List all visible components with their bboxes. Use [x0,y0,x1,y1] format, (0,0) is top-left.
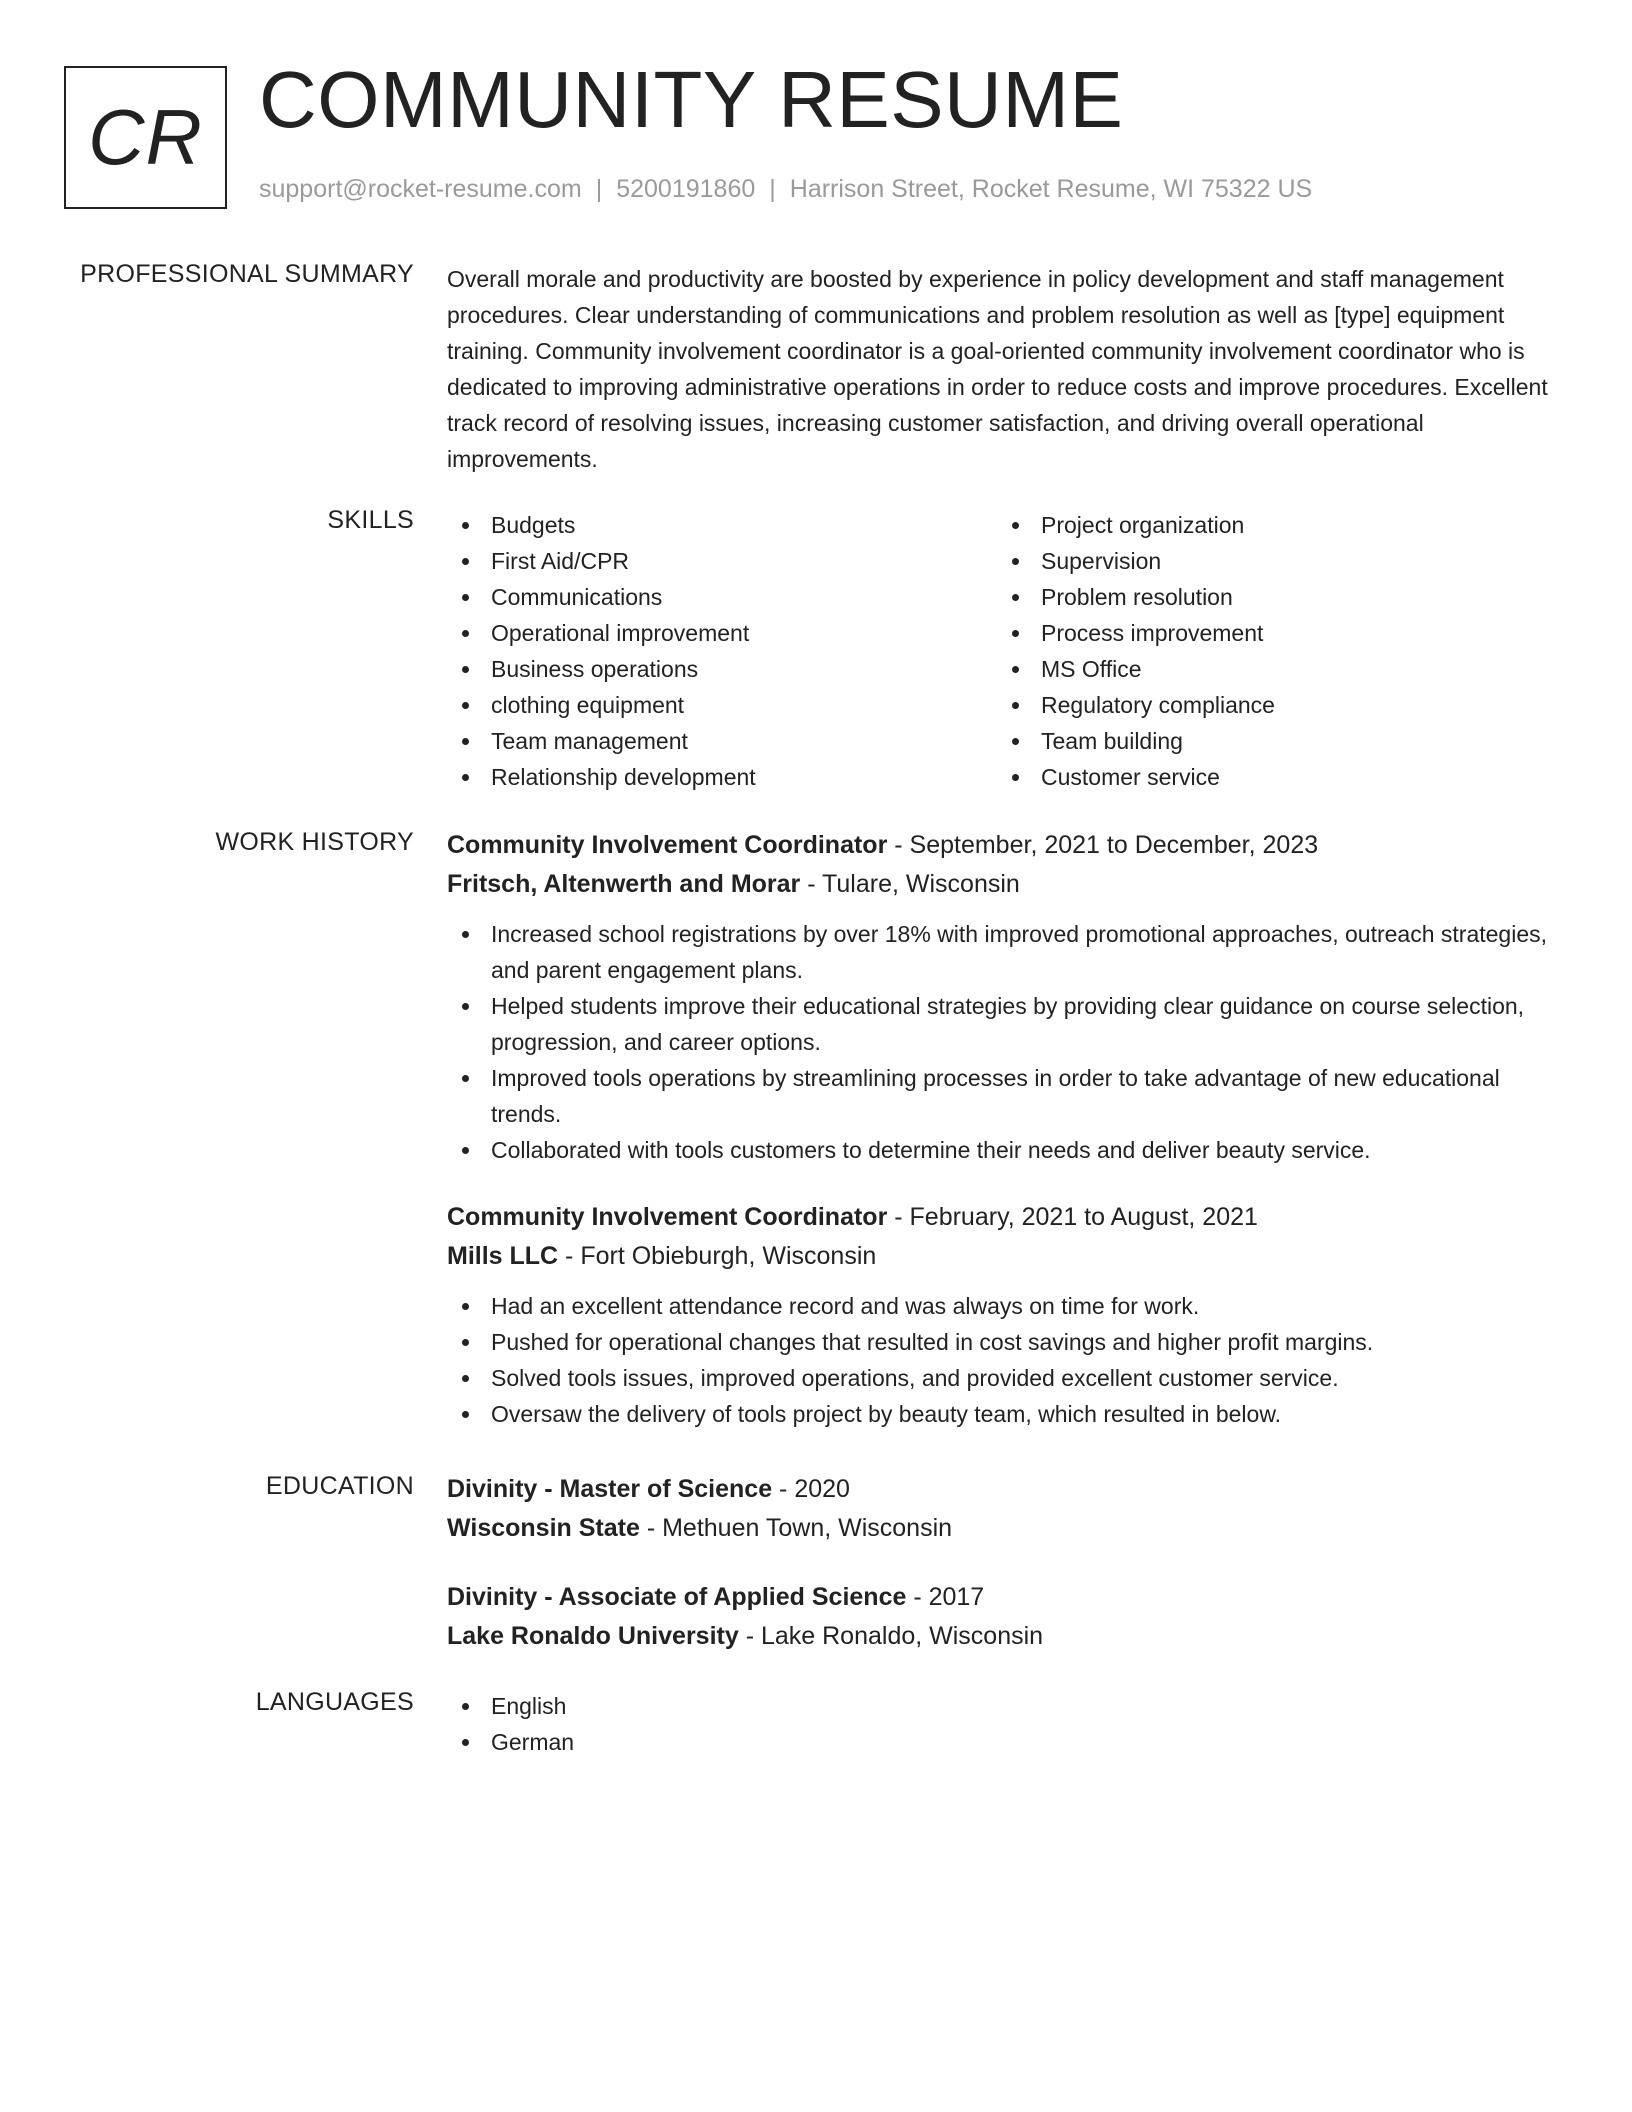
school-line [447,1509,1567,1548]
skill-item: Team building [997,723,1547,759]
job-bullet: Solved tools issues, improved operations, and provided excellent customer service. [447,1360,1567,1396]
summary-text: Overall morale and productivity are boosted by experience in policy development and staff management procedures. Clear understanding of communications and problem resolution as well as [type] equipment training. Community involvement coordinator is a goal-oriented community involvement coordinator who is dedicated to improving administrative operations in order to reduce costs and improve procedures. Excellent track record of resolving issues, increasing customer satisfaction, and driving overall operational improvements. [447,266,1548,472]
job-entry [447,826,1567,1168]
contact-separator: | [595,175,603,203]
skill-item: Supervision [997,543,1547,579]
contact-address: Harrison Street, Rocket Resume, WI 75322 US [789,175,1313,203]
skill-item: Budgets [447,507,997,543]
degree-year: - 2017 [906,1583,985,1611]
skill-item: Operational improvement [447,615,997,651]
job-location: - Fort Obieburgh, Wisconsin [558,1242,877,1270]
skill-item: clothing equipment [447,687,997,723]
job-entry [447,1198,1567,1432]
language-item: English [447,1688,1567,1724]
school-line [447,1617,1567,1656]
school: Wisconsin State [447,1514,640,1542]
school-location: - Methuen Town, Wisconsin [639,1514,953,1542]
job-bullet: Had an excellent attendance record and was always on time for work. [447,1288,1567,1324]
education-entry [447,1578,1567,1656]
skill-item: Relationship development [447,759,997,795]
degree: Divinity - Master of Science [447,1475,773,1503]
school: Lake Ronaldo University [447,1622,739,1650]
job-dates: - September, 2021 to December, 2023 [887,831,1319,859]
job-title-line [447,1198,1567,1237]
section-label-summary: PROFESSIONAL SUMMARY [80,260,414,288]
skills-list-right [997,507,1547,795]
job-location: - Tulare, Wisconsin [800,870,1020,898]
education-entry [447,1470,1567,1548]
degree: Divinity - Associate of Applied Science [447,1583,907,1611]
job-bullet: Pushed for operational changes that resulted in cost savings and higher profit margins. [447,1324,1567,1360]
monogram-logo: CR [64,66,227,209]
job-bullet: Oversaw the delivery of tools project by beauty team, which resulted in below. [447,1396,1567,1432]
job-bullets [447,1288,1567,1432]
contact-email[interactable]: support@rocket-resume.com [259,175,582,203]
skill-item: MS Office [997,651,1547,687]
languages-list [447,1688,1567,1760]
contact-separator: | [769,175,776,203]
degree-line [447,1578,1567,1617]
job-company: Mills LLC [447,1242,559,1270]
contact-line [259,175,1312,204]
job-bullet: Improved tools operations by streamlining processes in order to take advantage of new educational trends. [447,1060,1567,1132]
degree-line [447,1470,1567,1509]
skill-item: First Aid/CPR [447,543,997,579]
skill-item: Team management [447,723,997,759]
job-bullet: Increased school registrations by over 18% with improved promotional approaches, outreach strategies, and parent engagement plans. [447,916,1567,988]
job-company: Fritsch, Altenwerth and Morar [447,870,801,898]
language-item: German [447,1724,1567,1760]
job-company-line [447,865,1567,904]
job-title-line [447,826,1567,865]
skill-item: Project organization [997,507,1547,543]
job-dates: - February, 2021 to August, 2021 [887,1203,1258,1231]
job-title: Community Involvement Coordinator [447,831,888,859]
section-label-languages: LANGUAGES [255,1688,414,1716]
skill-item: Problem resolution [997,579,1547,615]
section-label-skills: SKILLS [327,506,414,534]
skill-item: Communications [447,579,997,615]
skill-item: Regulatory compliance [997,687,1547,723]
page-title: COMMUNITY RESUME [259,55,1124,144]
skill-item: Customer service [997,759,1547,795]
contact-phone[interactable]: 5200191860 [616,175,756,203]
job-bullets [447,916,1567,1168]
skill-item: Process improvement [997,615,1547,651]
job-title: Community Involvement Coordinator [447,1203,888,1231]
school-location: - Lake Ronaldo, Wisconsin [738,1622,1044,1650]
section-label-work-history: WORK HISTORY [215,828,414,856]
section-label-education: EDUCATION [265,1472,414,1500]
job-bullet: Collaborated with tools customers to determine their needs and deliver beauty service. [447,1132,1567,1168]
job-company-line [447,1237,1567,1276]
job-bullet: Helped students improve their educational strategies by providing clear guidance on course selection, progression, and career options. [447,988,1567,1060]
skill-item: Business operations [447,651,997,687]
degree-year: - 2020 [772,1475,850,1503]
skills-list-left [447,507,997,795]
